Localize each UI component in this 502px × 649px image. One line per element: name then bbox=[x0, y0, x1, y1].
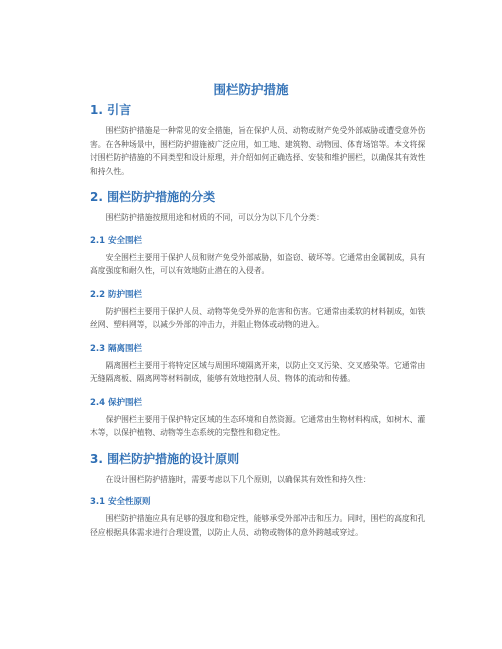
subsection-paragraph-safety-fence: 安全围栏主要用于保护人员和财产免受外部威胁，如盗窃、破坏等。它通常由金属制成，具有高度强度和耐久性，可以有效地防止潜在的入侵者。 bbox=[90, 252, 426, 275]
subsection-paragraph-conservation-fence: 保护围栏主要用于保护特定区域的生态环境和自然资源。它通常由生物材料构成，如树木、灌木等，以保护植物、动物等生态系统的完整性和稳定性。 bbox=[90, 414, 426, 437]
section-heading-introduction: 1. 引言 bbox=[90, 103, 132, 117]
document-title: 围栏防护措施 bbox=[213, 82, 289, 97]
section-paragraph-introduction: 围栏防护措施是一种常见的安全措施，旨在保护人员、动物或财产免受外部威胁或遭受意外伤害。在各种场景中，围栏防护措施被广泛应用，如工地、建筑物、动物园、体育场馆等。本文将探讨围栏防护措施的不同类型和设计原理，并介绍如何正确选择、安装和维护围栏，以确保其有效性和持久性。 bbox=[90, 126, 426, 176]
subsection-paragraph-isolation-fence: 隔离围栏主要用于将特定区域与周围环境隔离开来，以防止交叉污染、交叉感染等。它通常由无缝隔离板、隔离网等材料制成，能够有效地控制人员、物体的流动和传播。 bbox=[90, 360, 426, 383]
section-paragraph-classification: 围栏防护措施按照用途和材质的不同，可以分为以下几个分类： bbox=[105, 213, 324, 222]
section-heading-classification: 2. 围栏防护措施的分类 bbox=[90, 190, 216, 204]
subsection-heading-isolation-fence: 2.3 隔离围栏 bbox=[90, 343, 143, 354]
subsection-heading-protective-fence: 2.2 防护围栏 bbox=[90, 289, 143, 300]
subsection-heading-conservation-fence: 2.4 保护围栏 bbox=[90, 397, 143, 408]
subsection-paragraph-safety-principle: 围栏防护措施应具有足够的强度和稳定性，能够承受外部冲击和压力。同时，围栏的高度和孔径应根据具体需求进行合理设置，以防止人员、动物或物体的意外跨越或穿过。 bbox=[90, 514, 426, 537]
subsection-heading-safety-principle: 3.1 安全性原则 bbox=[90, 497, 151, 507]
section-heading-design-principles: 3. 围栏防护措施的设计原则 bbox=[90, 451, 240, 466]
subsection-heading-safety-fence: 2.1 安全围栏 bbox=[90, 235, 143, 246]
section-paragraph-design-principles: 在设计围栏防护措施时，需要考虑以下几个原则，以确保其有效性和持久性： bbox=[105, 474, 371, 484]
subsection-paragraph-protective-fence: 防护围栏主要用于保护人员、动物等免受外界的危害和伤害。它通常由柔软的材料制成，如铁丝网、塑料网等，以减少外部的冲击力，并阻止物体或动物的进入。 bbox=[90, 306, 426, 329]
document-body bbox=[90, 102, 430, 550]
